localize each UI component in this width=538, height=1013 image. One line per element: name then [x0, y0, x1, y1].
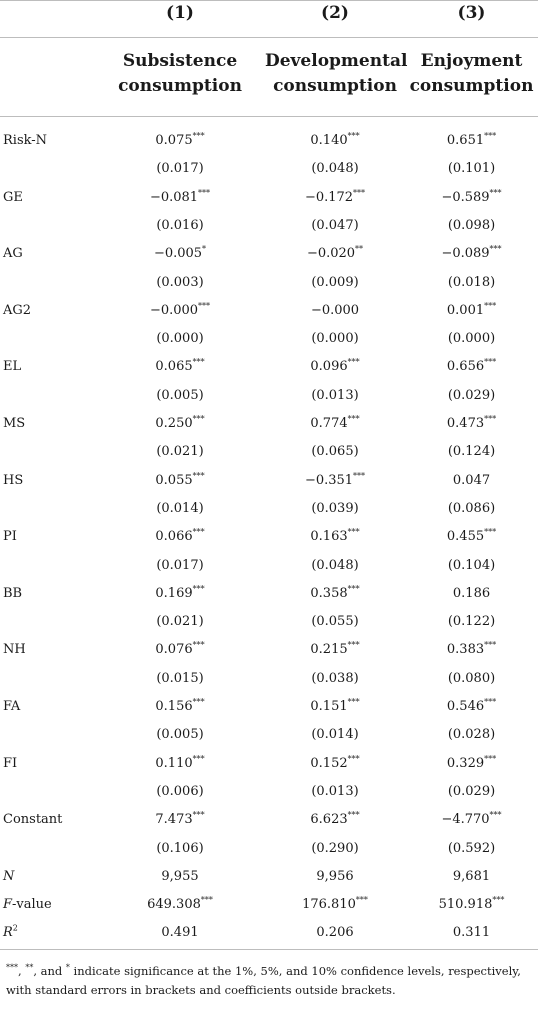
coef-cell — [265, 586, 405, 602]
se-cell: (0.039) — [311, 500, 359, 516]
coef-cell-stars: ** — [355, 244, 364, 254]
stat-cell — [405, 869, 538, 885]
stat-cell-value: 0.206 — [316, 925, 354, 941]
row-label: EL — [3, 359, 22, 375]
coef-cell — [405, 812, 538, 828]
coef-cell — [265, 133, 405, 149]
row-label: GE — [3, 189, 23, 205]
coef-cell — [265, 303, 405, 319]
coef-cell-stars: *** — [347, 810, 360, 820]
se-cell: (0.021) — [156, 444, 204, 460]
stat-cell — [110, 897, 250, 913]
coef-cell-value: 0.383 — [446, 642, 485, 658]
se-cell: (0.048) — [311, 161, 359, 177]
coef-cell-value: 0.096 — [310, 359, 348, 375]
stat-cell — [265, 869, 405, 885]
col-title-2-line-1: Developmental — [265, 51, 408, 71]
se-cell: (0.290) — [311, 840, 359, 856]
col-title-3 — [405, 49, 538, 99]
coef-cell — [265, 756, 405, 772]
se-cell: (0.080) — [447, 670, 496, 686]
se-cell: (0.029) — [447, 783, 496, 799]
coef-cell-value: −0.589 — [441, 189, 490, 205]
se-cell: (0.017) — [156, 161, 204, 177]
row-label: FI — [3, 755, 18, 771]
coef-cell — [110, 303, 250, 319]
coef-cell-stars: *** — [484, 414, 497, 424]
coef-cell-stars: *** — [192, 584, 205, 594]
coef-cell-value: 0.066 — [155, 529, 193, 545]
coef-cell-stars: *** — [192, 754, 205, 764]
coef-cell-value: −0.020 — [306, 246, 356, 262]
coef-cell — [405, 756, 538, 772]
coef-cell — [405, 303, 538, 319]
coef-cell-value: 0.651 — [446, 133, 485, 148]
se-cell: (0.038) — [311, 670, 359, 686]
se-cell: (0.106) — [156, 840, 204, 856]
coef-cell — [110, 246, 250, 262]
stat-cell — [265, 925, 405, 941]
coef-cell — [405, 359, 538, 375]
coef-cell-value: 0.169 — [155, 585, 193, 601]
coef-cell — [110, 190, 250, 206]
coef-cell-value: −0.000 — [310, 302, 360, 318]
coef-cell-stars: *** — [484, 641, 497, 651]
bottom-rule — [0, 949, 538, 950]
se-cell: (0.005) — [156, 387, 204, 403]
coef-cell-stars: *** — [347, 697, 360, 707]
se-cell: (0.065) — [311, 444, 359, 460]
coef-cell — [110, 756, 250, 772]
se-cell: (0.014) — [156, 500, 204, 516]
coef-cell-value: 0.151 — [310, 699, 348, 714]
coef-cell-value: 0.186 — [452, 585, 491, 601]
coef-cell-stars: *** — [484, 358, 497, 368]
se-cell: (0.029) — [447, 387, 496, 403]
coef-cell — [110, 812, 250, 828]
coef-cell — [405, 190, 538, 206]
row-label: MS — [3, 416, 26, 431]
stat-cell-value: 9,955 — [161, 868, 199, 884]
coef-cell-value: −0.172 — [304, 189, 354, 205]
header-rule-2 — [0, 116, 538, 117]
coef-cell-stars: *** — [489, 244, 502, 254]
coef-cell-value: 0.152 — [310, 755, 348, 771]
coef-cell-stars: *** — [347, 754, 360, 764]
se-cell: (0.013) — [311, 387, 359, 403]
row-label: BB — [3, 585, 23, 601]
coef-cell-stars: *** — [192, 414, 205, 424]
row-label: HS — [3, 472, 24, 488]
coef-cell-value: −0.005 — [153, 246, 203, 262]
coef-cell — [110, 642, 250, 658]
row-label: PI — [3, 529, 17, 545]
coef-cell — [110, 586, 250, 602]
se-cell: (0.006) — [156, 783, 204, 799]
col-number-1: (1) — [166, 3, 194, 23]
stat-cell-stars: *** — [492, 895, 505, 905]
se-cell: (0.055) — [311, 614, 359, 630]
se-cell: (0.098) — [447, 217, 496, 233]
se-cell: (0.086) — [447, 500, 496, 516]
coef-cell-stars: *** — [192, 527, 205, 537]
coef-cell-value: −0.351 — [304, 472, 354, 488]
coef-cell-stars: *** — [192, 641, 205, 651]
se-cell: (0.028) — [447, 727, 496, 743]
row-label: AG — [3, 246, 23, 262]
col-number-2: (2) — [321, 3, 349, 23]
coef-cell — [265, 246, 405, 262]
stat-cell-stars: *** — [355, 895, 368, 905]
footnote-mark-5pct: ** — [25, 963, 34, 973]
coef-cell — [265, 699, 405, 715]
coef-cell-stars: *** — [347, 527, 360, 537]
coef-cell-value: 0.076 — [155, 642, 193, 658]
coef-cell-value: 0.055 — [155, 472, 193, 488]
coef-cell-stars: *** — [347, 358, 360, 368]
stat-label-superscript: 2 — [12, 924, 18, 934]
coef-cell-stars: *** — [484, 131, 497, 141]
stat-label — [3, 925, 18, 941]
se-cell: (0.016) — [156, 217, 204, 233]
stat-cell — [265, 897, 405, 913]
se-cell: (0.021) — [156, 614, 204, 630]
se-cell: (0.014) — [311, 727, 359, 743]
coef-cell-stars: *** — [484, 697, 497, 707]
footnote-text-3: indicate significance at the 1%, 5%, and 10% confidence levels, respectively, with standard errors in brackets and coefficients outside brackets. — [6, 964, 521, 997]
coef-cell — [110, 133, 250, 149]
coef-cell-value: −0.000 — [149, 302, 199, 318]
coef-cell — [110, 359, 250, 375]
se-cell: (0.048) — [311, 557, 359, 573]
coef-cell-stars: *** — [192, 697, 205, 707]
footnote-text-1: , — [18, 964, 26, 978]
coef-cell — [110, 699, 250, 715]
coef-cell — [265, 473, 405, 489]
coef-cell-value: 0.047 — [452, 472, 491, 488]
coef-cell-stars: *** — [192, 471, 205, 481]
coef-cell-value: 0.774 — [310, 416, 348, 431]
coef-cell-stars: *** — [192, 358, 205, 368]
coef-cell — [405, 642, 538, 658]
stat-label — [3, 897, 52, 913]
col-title-1-line-2: consumption — [118, 76, 242, 96]
coef-cell-stars: *** — [192, 131, 205, 141]
coef-cell-stars: *** — [347, 584, 360, 594]
coef-cell-stars: *** — [489, 188, 502, 198]
coef-cell-value: 0.473 — [446, 416, 485, 431]
se-cell: (0.101) — [447, 161, 496, 177]
se-cell: (0.018) — [447, 274, 496, 290]
coef-cell — [265, 359, 405, 375]
coef-cell-stars: *** — [192, 810, 205, 820]
coef-cell — [265, 642, 405, 658]
stat-cell-value: 649.308 — [147, 897, 201, 913]
coef-cell-value: 0.358 — [310, 585, 348, 601]
stat-cell-value: 9,681 — [452, 868, 491, 884]
coef-cell-value: −0.089 — [441, 246, 490, 262]
coef-cell — [405, 473, 538, 489]
top-rule — [0, 0, 538, 1]
coef-cell-value: 0.140 — [310, 133, 348, 148]
se-cell: (0.047) — [311, 217, 359, 233]
col-title-2 — [265, 49, 408, 99]
col-title-1 — [110, 49, 250, 99]
footnote-text-2: , and — [33, 964, 66, 978]
coef-cell-stars: *** — [347, 414, 360, 424]
row-label: FA — [3, 699, 21, 714]
coef-cell-value: 0.215 — [310, 642, 348, 658]
stat-label-symbol: N — [3, 868, 15, 884]
row-label: AG2 — [3, 302, 32, 318]
se-cell: (0.003) — [156, 274, 204, 290]
coef-cell — [405, 586, 538, 602]
footnote-mark-1pct: *** — [6, 963, 18, 973]
se-cell: (0.124) — [447, 444, 496, 460]
coef-cell-value: 0.156 — [155, 699, 193, 714]
coef-cell-value: 0.329 — [446, 755, 485, 771]
coef-cell — [405, 416, 538, 432]
coef-cell — [265, 529, 405, 545]
coef-cell — [405, 699, 538, 715]
stat-cell — [405, 925, 538, 941]
stat-cell-value: 510.918 — [438, 897, 493, 913]
coef-cell-value: 0.065 — [155, 359, 193, 375]
coef-cell — [265, 416, 405, 432]
stat-label-symbol: F — [3, 897, 13, 913]
coef-cell — [405, 529, 538, 545]
coef-cell-value: 0.001 — [446, 302, 485, 318]
coef-cell-stars: *** — [484, 301, 497, 311]
coef-cell — [265, 190, 405, 206]
coef-cell-value: 0.546 — [446, 699, 485, 714]
coef-cell-stars: *** — [484, 754, 497, 764]
coef-cell-value: 0.656 — [446, 359, 485, 375]
se-cell: (0.009) — [311, 274, 359, 290]
coef-cell-value: −0.081 — [149, 189, 199, 205]
se-cell: (0.104) — [447, 557, 496, 573]
row-label: Risk-N — [3, 133, 48, 148]
coef-cell-value: 0.075 — [155, 133, 193, 148]
se-cell: (0.000) — [311, 331, 359, 347]
coef-cell-value: 6.623 — [310, 812, 348, 828]
se-cell: (0.017) — [156, 557, 204, 573]
col-title-2-line-2: consumption — [273, 76, 397, 96]
coef-cell-value: 0.163 — [310, 529, 348, 545]
coef-cell-stars: *** — [347, 131, 360, 141]
stat-cell-value: 176.810 — [302, 897, 356, 913]
se-cell: (0.000) — [156, 331, 204, 347]
stat-cell — [110, 869, 250, 885]
coef-cell-stars: *** — [484, 527, 497, 537]
row-label: NH — [3, 642, 26, 658]
se-cell: (0.013) — [311, 783, 359, 799]
coef-cell-stars: *** — [489, 810, 502, 820]
col-title-1-line-1: Subsistence — [122, 51, 238, 71]
se-cell: (0.000) — [447, 331, 496, 347]
coef-cell-stars: *** — [353, 471, 366, 481]
col-number-3: (3) — [457, 3, 486, 23]
coef-cell — [405, 246, 538, 262]
stat-cell-value: 9,956 — [316, 868, 354, 884]
coef-cell — [110, 416, 250, 432]
coef-cell-value: 7.473 — [155, 812, 193, 828]
coef-cell-stars: *** — [198, 301, 211, 311]
coef-cell-value: −4.770 — [441, 812, 490, 828]
coef-cell-stars: *** — [353, 188, 366, 198]
se-cell: (0.122) — [447, 614, 496, 630]
stat-label — [3, 869, 14, 885]
stat-label-suffix: -value — [12, 897, 52, 913]
stat-label-symbol: R — [3, 925, 13, 941]
footnote-mark-10pct: * — [65, 963, 70, 973]
row-label: Constant — [3, 812, 63, 828]
table-footnote — [6, 962, 532, 1000]
stat-cell — [110, 925, 250, 941]
se-cell: (0.015) — [156, 670, 204, 686]
coef-cell-stars: *** — [198, 188, 211, 198]
coef-cell — [110, 473, 250, 489]
coef-cell-value: 0.250 — [155, 416, 193, 431]
coef-cell-stars: * — [202, 244, 207, 254]
coef-cell-value: 0.110 — [155, 755, 193, 771]
col-title-3-line-2: consumption — [409, 76, 534, 96]
header-rule-1 — [0, 37, 538, 38]
coef-cell — [405, 133, 538, 149]
stat-cell-value: 0.311 — [452, 925, 491, 941]
se-cell: (0.592) — [447, 840, 496, 856]
coef-cell — [110, 529, 250, 545]
coef-cell — [265, 812, 405, 828]
stat-cell — [405, 897, 538, 913]
se-cell: (0.005) — [156, 727, 204, 743]
coef-cell-stars: *** — [347, 641, 360, 651]
coef-cell-value: 0.455 — [446, 529, 485, 545]
col-title-3-line-1: Enjoyment — [420, 51, 523, 71]
stat-cell-value: 0.491 — [161, 925, 199, 941]
stat-cell-stars: *** — [200, 895, 213, 905]
